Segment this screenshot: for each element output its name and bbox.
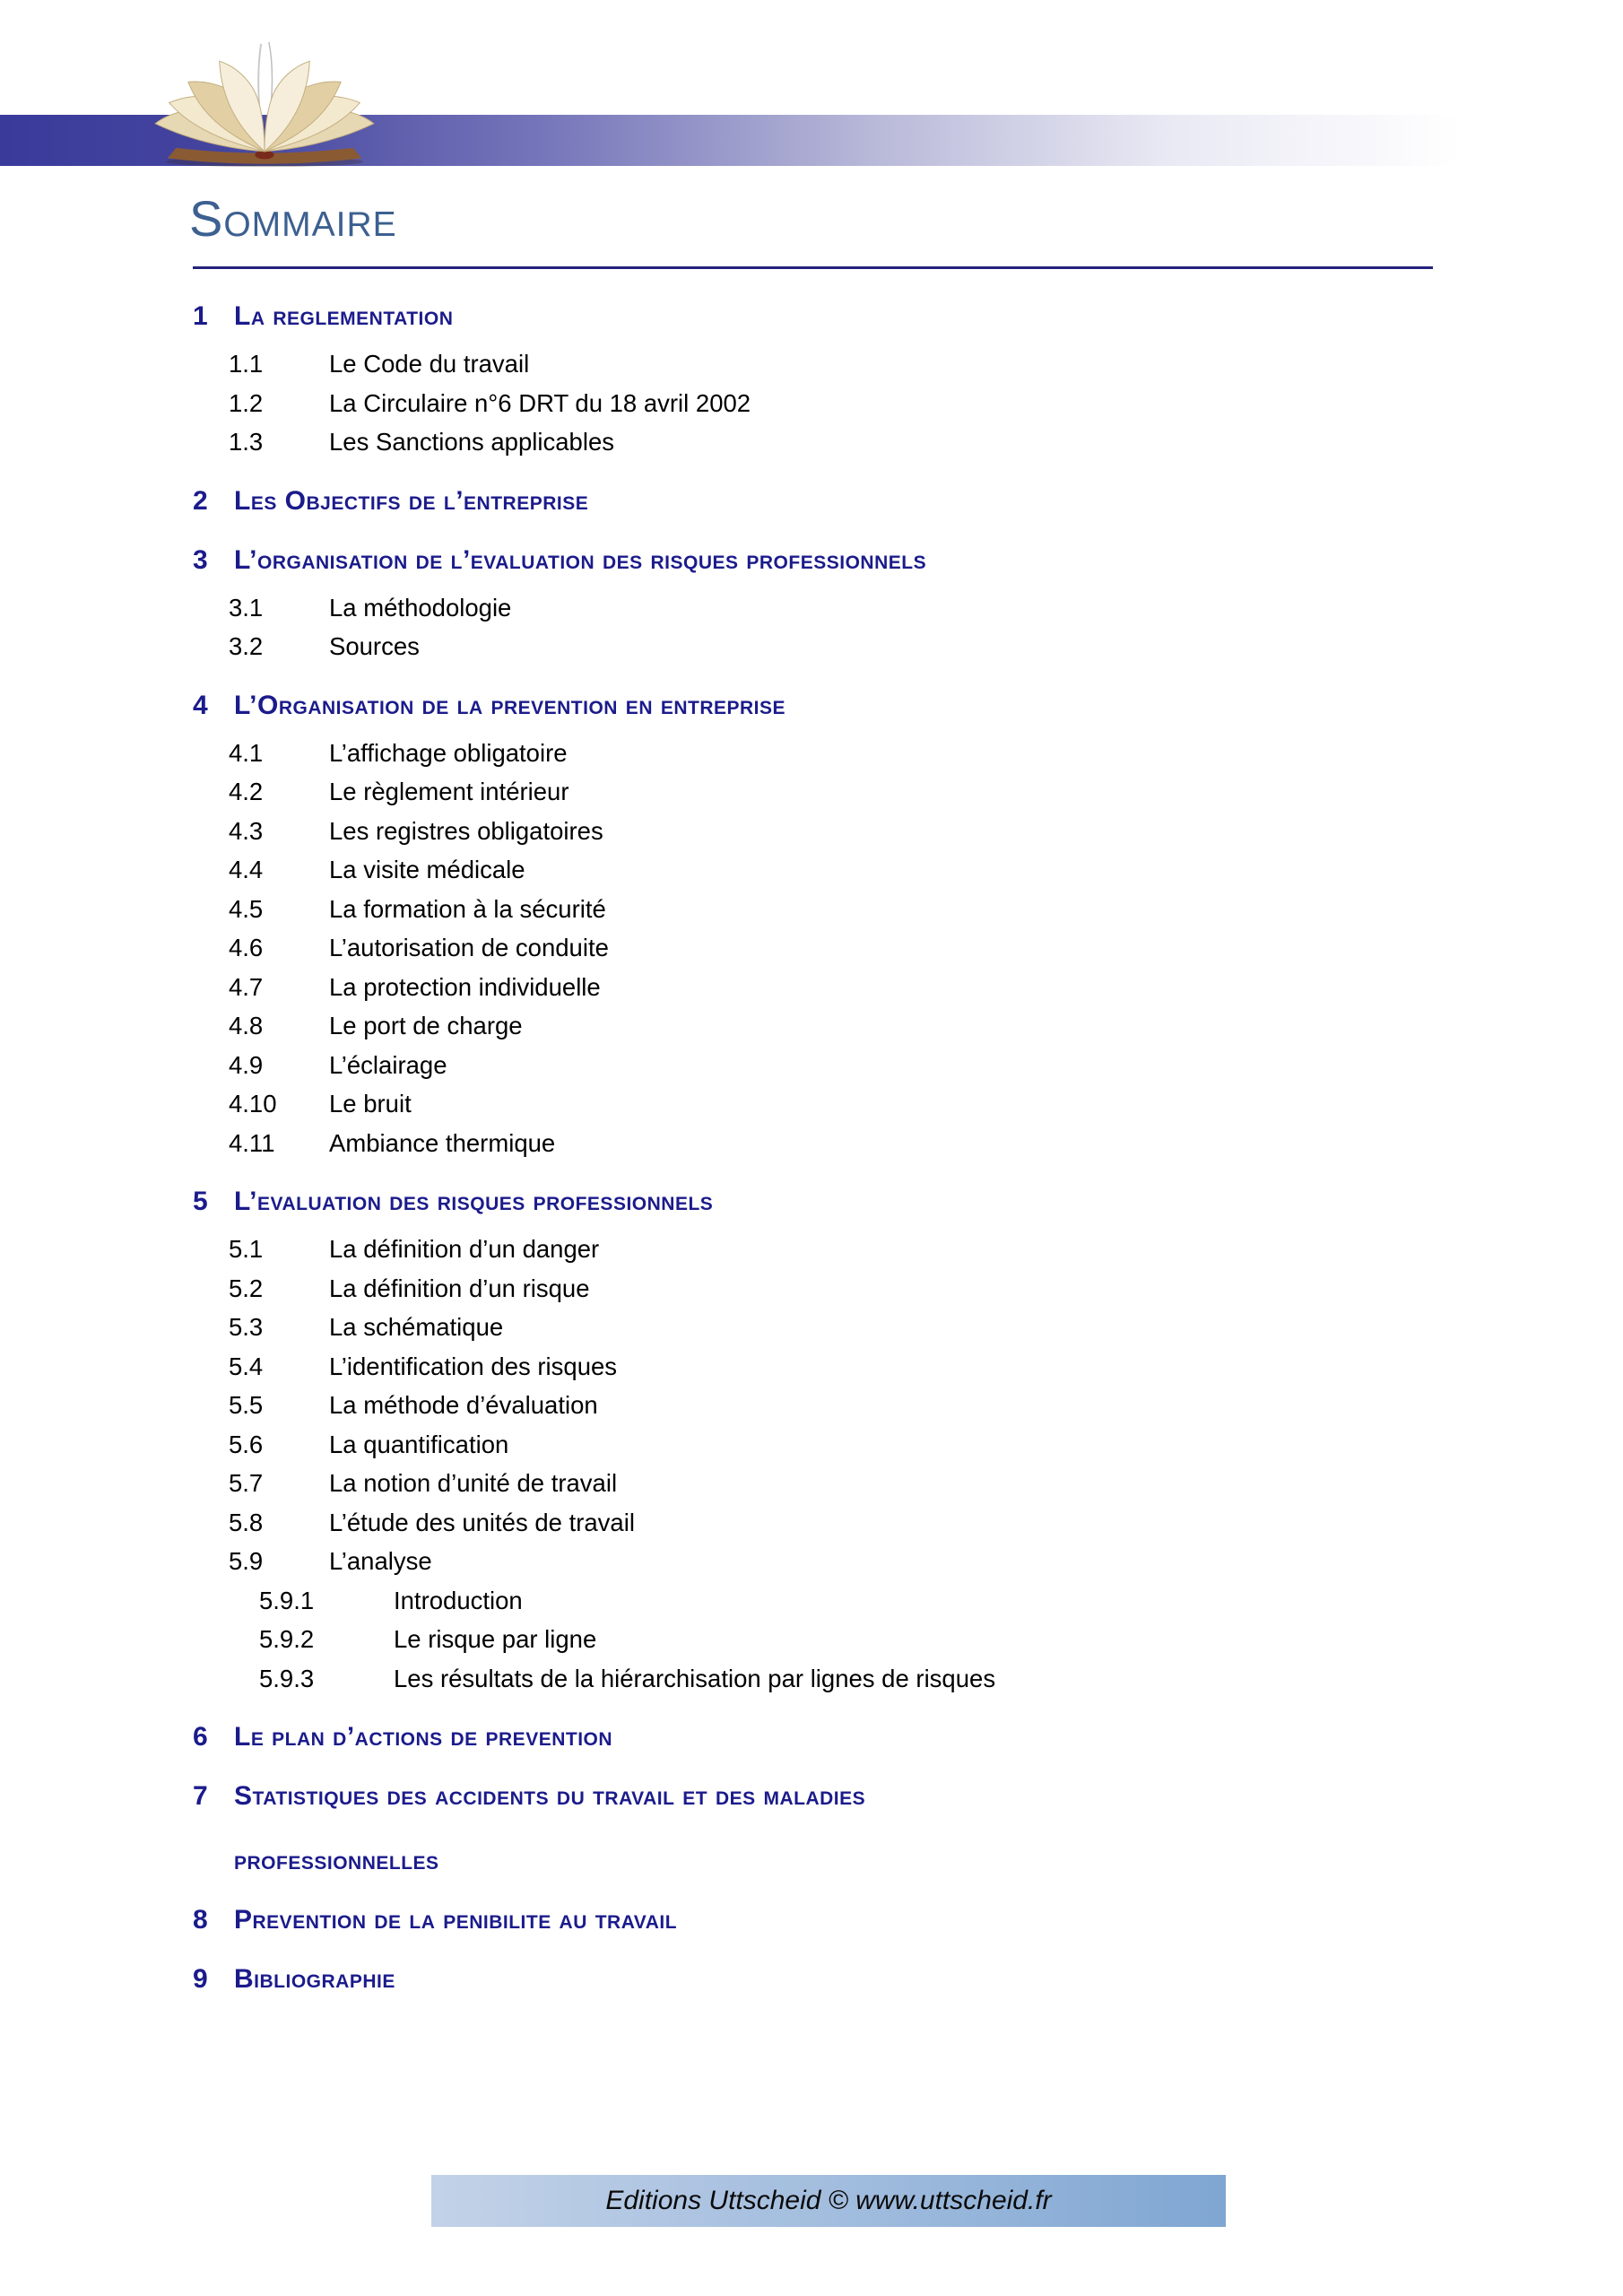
toc-number: 4.5 <box>229 894 264 923</box>
toc-number: 5.5 <box>229 1391 264 1419</box>
toc-number: 8 <box>193 1905 208 1935</box>
toc-number: 9 <box>193 1964 208 1994</box>
toc-item <box>229 1347 1520 1387</box>
title-divider-rule <box>193 266 1433 269</box>
toc-label: Le risque par ligne <box>394 1625 597 1653</box>
toc-label: L’analyse <box>329 1547 432 1575</box>
toc-number: 3.1 <box>229 593 264 622</box>
toc-label: Les résultats de la hiérarchisation par lignes de risques <box>394 1664 996 1692</box>
toc-item <box>229 772 1520 812</box>
toc-number: 1.2 <box>229 388 264 417</box>
toc-number: 3 <box>193 544 208 575</box>
toc-number: 4.7 <box>229 972 264 1001</box>
toc-item <box>229 1464 1520 1503</box>
toc-label: Statistiques des accidents du travail et des maladies <box>234 1781 866 1811</box>
toc-label: La reglementation <box>234 301 454 331</box>
toc-label: professionnelles <box>234 1846 439 1875</box>
toc-item <box>229 344 1520 384</box>
toc-item <box>259 1620 1520 1659</box>
toc-heading <box>193 482 1520 521</box>
toc-label: L’organisation de l’evaluation des risques professionnels <box>234 544 927 575</box>
toc-number: 4.9 <box>229 1050 264 1079</box>
toc-number: 1 <box>193 301 208 331</box>
toc-item <box>229 1386 1520 1425</box>
toc-number: 5.9.3 <box>259 1664 315 1692</box>
toc-label: Le plan d’actions de prevention <box>234 1722 613 1752</box>
toc-number: 2 <box>193 485 208 516</box>
toc-label: La schématique <box>329 1313 504 1341</box>
toc-item <box>229 1542 1520 1581</box>
toc-heading <box>193 1841 1520 1881</box>
toc-item <box>229 1084 1520 1124</box>
toc-item <box>229 1308 1520 1347</box>
toc-number: 4.11 <box>229 1128 275 1157</box>
toc-item <box>229 1230 1520 1269</box>
toc-number: 5.9.1 <box>259 1586 315 1614</box>
toc-item <box>229 627 1520 666</box>
page-title: Sommaire <box>189 190 397 247</box>
toc-item <box>229 968 1520 1007</box>
toc-label: La protection individuelle <box>329 972 601 1001</box>
toc-number: 1.3 <box>229 428 264 456</box>
toc-number: 4.6 <box>229 934 264 961</box>
toc-item <box>229 890 1520 929</box>
toc-item <box>259 1581 1520 1621</box>
toc-label: La méthode d’évaluation <box>329 1391 598 1419</box>
toc-label: La formation à la sécurité <box>329 894 606 923</box>
toc-number: 4.4 <box>229 856 264 883</box>
toc-number: 5.4 <box>229 1352 264 1380</box>
toc-number: 6 <box>193 1722 208 1752</box>
toc-item <box>229 1425 1520 1465</box>
toc-number: 5.9 <box>229 1547 264 1575</box>
toc-heading <box>193 1777 1520 1816</box>
toc-label: L’affichage obligatoire <box>329 738 568 767</box>
toc-label: La définition d’un danger <box>329 1235 600 1263</box>
toc-number: 5 <box>193 1187 208 1216</box>
toc-number: 4.3 <box>229 816 264 845</box>
toc-number: 5.1 <box>229 1235 264 1263</box>
toc-heading <box>193 686 1520 726</box>
toc-item <box>229 1006 1520 1046</box>
toc-number: 5.2 <box>229 1274 264 1302</box>
toc-label: La notion d’unité de travail <box>329 1469 618 1497</box>
toc-heading <box>193 1182 1520 1222</box>
toc-number: 4.8 <box>229 1012 264 1039</box>
toc-item <box>229 384 1520 423</box>
toc-label: La visite médicale <box>329 856 525 883</box>
toc-label: L’evaluation des risques professionnels <box>234 1187 714 1216</box>
toc-item <box>229 734 1520 773</box>
toc-item <box>229 1269 1520 1309</box>
toc-label: L’Organisation de la prevention en entreprise <box>234 690 786 720</box>
toc-label: La Circulaire n°6 DRT du 18 avril 2002 <box>329 388 751 417</box>
toc-label: La méthodologie <box>329 593 512 622</box>
toc-label: Les Objectifs de l’entreprise <box>234 485 589 516</box>
toc-heading <box>193 1900 1520 1940</box>
toc-item <box>229 1046 1520 1085</box>
toc-label: Ambiance thermique <box>329 1128 556 1157</box>
toc-item <box>229 812 1520 851</box>
toc-label: Le Code du travail <box>329 350 530 378</box>
toc-label: L’éclairage <box>329 1050 447 1079</box>
toc-label: Sources <box>329 632 420 660</box>
toc-number: 5.7 <box>229 1469 264 1497</box>
toc-list <box>193 297 1520 2007</box>
toc-label: Le port de charge <box>329 1012 523 1039</box>
toc-heading <box>193 297 1520 336</box>
open-book-icon <box>135 40 395 170</box>
toc-item <box>229 1503 1520 1543</box>
toc-label: L’étude des unités de travail <box>329 1508 635 1536</box>
toc-number: 5.3 <box>229 1313 264 1341</box>
toc-heading <box>193 541 1520 580</box>
toc-label: L’identification des risques <box>329 1352 618 1380</box>
toc-label: Le règlement intérieur <box>329 778 569 805</box>
toc-item <box>229 422 1520 462</box>
toc-label: Le bruit <box>329 1090 412 1118</box>
toc-number: 5.6 <box>229 1430 264 1458</box>
toc-number: 4.1 <box>229 738 264 767</box>
toc-item <box>229 850 1520 890</box>
toc-heading <box>193 1960 1520 1999</box>
toc-number: 5.9.2 <box>259 1625 315 1653</box>
open-book-image <box>135 40 395 170</box>
toc-number: 3.2 <box>229 632 264 660</box>
toc-label: La définition d’un risque <box>329 1274 590 1302</box>
toc-number: 4.2 <box>229 778 264 805</box>
toc-item <box>229 1124 1520 1163</box>
toc-label: Introduction <box>394 1586 523 1614</box>
toc-label: L’autorisation de conduite <box>329 934 609 961</box>
toc-number: 7 <box>193 1781 208 1811</box>
toc-number <box>193 1841 234 1881</box>
toc-label: Les Sanctions applicables <box>329 428 614 456</box>
toc-number: 4 <box>193 690 208 720</box>
toc-item <box>229 928 1520 968</box>
footer-text: Editions Uttscheid © www.uttscheid.fr <box>605 2186 1052 2215</box>
toc-number: 4.10 <box>229 1090 277 1118</box>
toc-label: Prevention de la penibilite au travail <box>234 1905 678 1935</box>
toc-label: Bibliographie <box>234 1964 395 1994</box>
toc-number: 5.8 <box>229 1508 264 1536</box>
toc-heading <box>193 1718 1520 1757</box>
footer-band <box>431 2175 1226 2227</box>
toc-number: 1.1 <box>229 350 264 378</box>
toc-item <box>229 588 1520 628</box>
toc-item <box>259 1659 1520 1699</box>
toc-label: La quantification <box>329 1430 509 1458</box>
toc-label: Les registres obligatoires <box>329 816 603 845</box>
